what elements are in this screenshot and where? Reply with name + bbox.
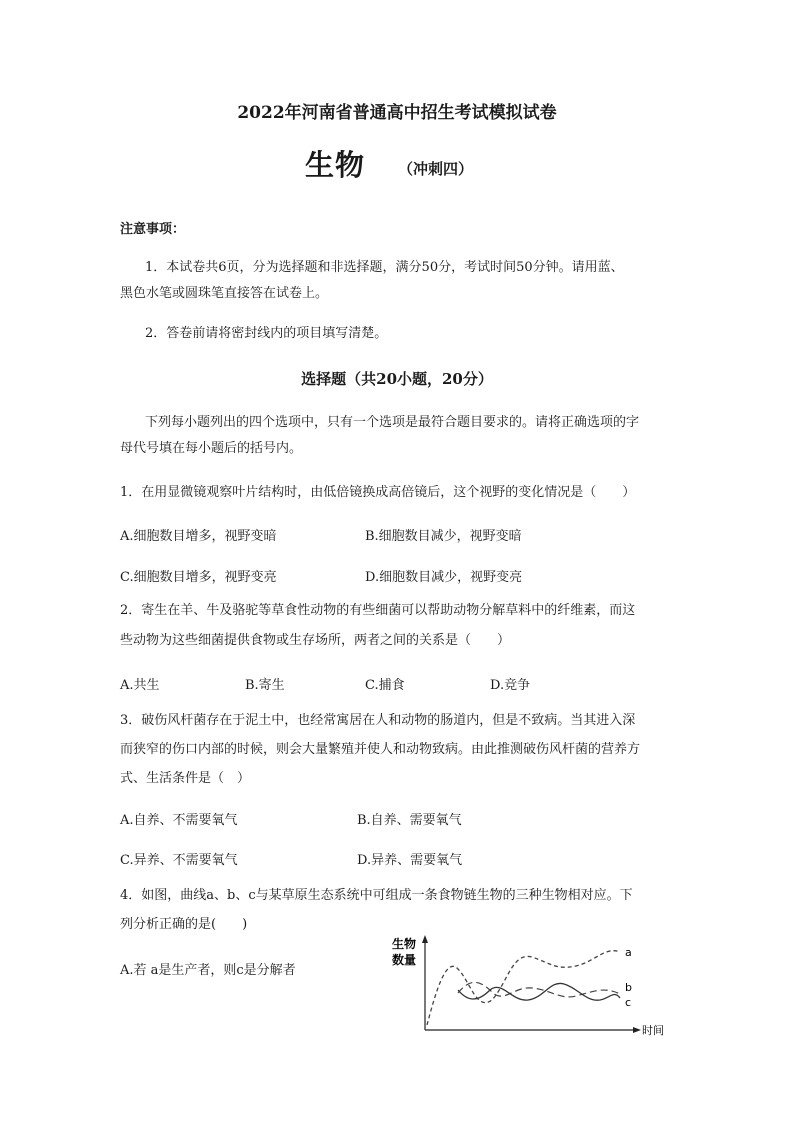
figure-ylabel-line-2: 数量 (392, 953, 417, 967)
question-3-stem-line-2: 而狭窄的伤口内部的时候，则会大量繁殖并使人和动物致病。由此推测破伤风杆菌的营养方 (120, 742, 641, 757)
notice-item-1-line-2: 黑色水笔或圆珠笔直接答在试卷上。 (120, 286, 329, 301)
section-instruction-line-1: 下列每小题列出的四个选项中，只有一个选项是最符合题目要求的。请将正确选项的字 (145, 415, 640, 430)
question-2-option-d: D.竞争 (490, 678, 531, 693)
question-2-option-a: A.共生 (120, 678, 160, 693)
figure-x-axis-arrow (633, 1027, 641, 1033)
subject-title: 生物 (305, 148, 366, 182)
sprint-label: （冲刺四） (398, 160, 474, 178)
figure-y-axis-arrow (422, 935, 428, 943)
question-1-stem: 1．在用显微镜观察叶片结构时，由低倍镜换成高倍镜后，这个视野的变化情况是（ ） (120, 485, 636, 500)
question-4-stem-line-1: 4．如图，曲线a、b、c与某草原生态系统中可组成一条食物链生物的三种生物相对应。下 (120, 888, 633, 903)
curve-b-label: b (625, 981, 632, 994)
question-1-option-d: D.细胞数目减少，视野变亮 (365, 570, 523, 585)
question-1-option-c: C.细胞数目增多，视野变亮 (120, 570, 277, 585)
question-3-option-d: D.异养、需要氧气 (357, 853, 463, 868)
question-3-stem-line-3: 式、生活条件是（ ） (120, 771, 251, 786)
question-2-stem-line-1: 2．寄生在羊、牛及骆驼等草食性动物的有些细菌可以帮助动物分解草料中的纤维素，而这 (120, 603, 636, 618)
question-3-option-c: C.异养、不需要氧气 (120, 853, 238, 868)
question-2-stem-line-2: 些动物为这些细菌提供食物或生存场所，两者之间的关系是（ ） (120, 633, 511, 648)
curve-c (458, 983, 620, 1000)
question-2-option-b: B.寄生 (245, 678, 285, 693)
section-title: 选择题（共20小题，20分） (301, 370, 493, 388)
question-4-option-a: A.若 a是生产者，则c是分解者 (120, 963, 296, 978)
question-1-option-b: B.细胞数目减少，视野变暗 (365, 529, 522, 544)
section-instruction-line-2: 母代号填在每小题后的括号内。 (120, 441, 303, 456)
question-1-option-a: A.细胞数目增多，视野变暗 (120, 529, 277, 544)
curve-a-label: a (625, 946, 632, 959)
notice-item-2: 2．答卷前请将密封线内的项目填写清楚。 (145, 326, 388, 341)
question-3-option-b: B.自养、需要氧气 (357, 813, 462, 828)
question-3-option-a: A.自养、不需要氧气 (120, 813, 238, 828)
figure-ylabel-line-1: 生物 (392, 937, 417, 951)
population-curve-figure (380, 930, 680, 1045)
question-3-stem-line-1: 3．破伤风杆菌存在于泥土中，也经常寓居在人和动物的肠道内，但是不致病。当其进入深 (120, 713, 636, 728)
notice-item-1-line-1: 1．本试卷共6页，分为选择题和非选择题，满分50分，考试时间50分钟。请用蓝、 (145, 260, 624, 275)
question-4-stem-line-2: 列分析正确的是( ) (120, 917, 248, 932)
exam-title: 2022年河南省普通高中招生考试模拟试卷 (237, 103, 557, 123)
curve-c-label: c (625, 996, 632, 1009)
notice-heading: 注意事项： (120, 222, 186, 237)
curve-a (427, 951, 620, 1025)
figure-xlabel: 时间 (642, 1024, 664, 1037)
question-2-option-c: C.捕食 (365, 678, 405, 693)
